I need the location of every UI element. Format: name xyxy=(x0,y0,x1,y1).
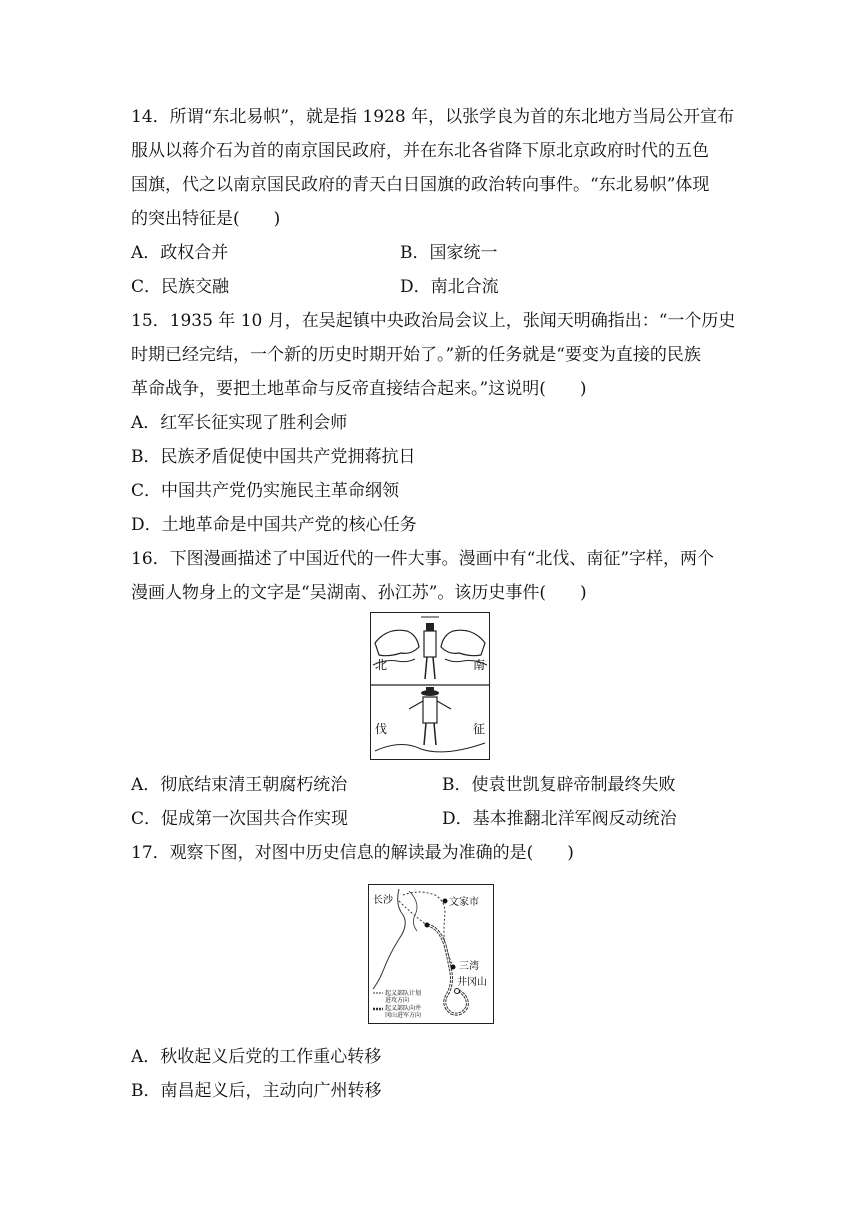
q14-line-4: 的突出特征是( ) xyxy=(131,209,281,229)
map-legend-3: 起义部队向井 xyxy=(385,1005,422,1012)
map-label-sanwan: 三湾 xyxy=(459,961,479,972)
map-drawing xyxy=(369,885,493,1023)
q14-option-c[interactable]: C．民族交融 xyxy=(131,277,230,297)
q14-line-3: 国旗，代之以南京国民政府的青天白日国旗的政治转向事件。“东北易帜”体现 xyxy=(131,175,710,195)
map-figure xyxy=(368,884,494,1024)
map-label-wenjiashi: 文家市 xyxy=(449,897,479,908)
q16-option-c[interactable]: C．促成第一次国共合作实现 xyxy=(131,809,349,829)
q16-option-a[interactable]: A．彻底结束清王朝腐朽统治 xyxy=(131,775,348,795)
map-legend-4: 冈山进军方向 xyxy=(385,1012,422,1019)
q16-option-d[interactable]: D．基本推翻北洋军阀反动统治 xyxy=(442,809,677,829)
q17-line-1: 17．观察下图，对图中历史信息的解读最为准确的是( ) xyxy=(131,843,574,863)
q15-option-a[interactable]: A．红军长征实现了胜利会师 xyxy=(131,413,348,433)
q15-line-3: 革命战争，要把土地革命与反帝直接结合起来。”这说明( ) xyxy=(131,379,587,399)
cartoon-label-fa: 伐 xyxy=(375,722,388,736)
q15-option-c[interactable]: C．中国共产党仍实施民主革命纲领 xyxy=(131,481,400,501)
q14-option-b[interactable]: B．国家统一 xyxy=(400,243,498,263)
q15-option-b[interactable]: B．民族矛盾促使中国共产党拥蒋抗日 xyxy=(131,447,416,467)
q14-line-2: 服从以蒋介石为首的南京国民政府，并在东北各省降下原北京政府时代的五色 xyxy=(131,141,709,161)
q15-option-d[interactable]: D．土地革命是中国共产党的核心任务 xyxy=(131,515,417,535)
q14-line-1: 14．所谓“东北易帜”，就是指 1928 年，以张学良为首的东北地方当局公开宣布 xyxy=(131,107,735,127)
q16-line-2: 漫画人物身上的文字是“吴湖南、孙江苏”。该历史事件( ) xyxy=(131,583,587,603)
map-label-changsha: 长沙 xyxy=(373,895,393,906)
map-legend-2: 进攻方向 xyxy=(385,997,410,1004)
q14-option-a[interactable]: A．政权合并 xyxy=(131,243,229,263)
cartoon-label-bei: 北 xyxy=(375,658,388,672)
q16-option-b[interactable]: B．使袁世凯复辟帝制最终失败 xyxy=(442,775,676,795)
q16-line-1: 16．下图漫画描述了中国近代的一件大事。漫画中有“北伐、南征”字样，两个 xyxy=(131,549,715,569)
cartoon-label-nan: 南 xyxy=(473,658,486,672)
q17-option-b[interactable]: B．南昌起义后，主动向广州转移 xyxy=(131,1081,382,1101)
map-label-jinggangshan: 井冈山 xyxy=(457,977,487,988)
cartoon-figure xyxy=(370,612,490,760)
q14-option-d[interactable]: D．南北合流 xyxy=(400,277,499,297)
cartoon-label-zheng: 征 xyxy=(473,722,486,736)
q17-option-a[interactable]: A．秋收起义后党的工作重心转移 xyxy=(131,1047,382,1067)
q15-line-1: 15．1935 年 10 月，在吴起镇中央政治局会议上，张闻天明确指出：“一个历史 xyxy=(131,311,736,331)
q15-line-2: 时期已经完结，一个新的历史时期开始了。”新的任务就是“要变为直接的民族 xyxy=(131,345,701,365)
map-legend-1: 起义部队计划 xyxy=(385,990,422,997)
cartoon-drawing xyxy=(371,613,489,759)
